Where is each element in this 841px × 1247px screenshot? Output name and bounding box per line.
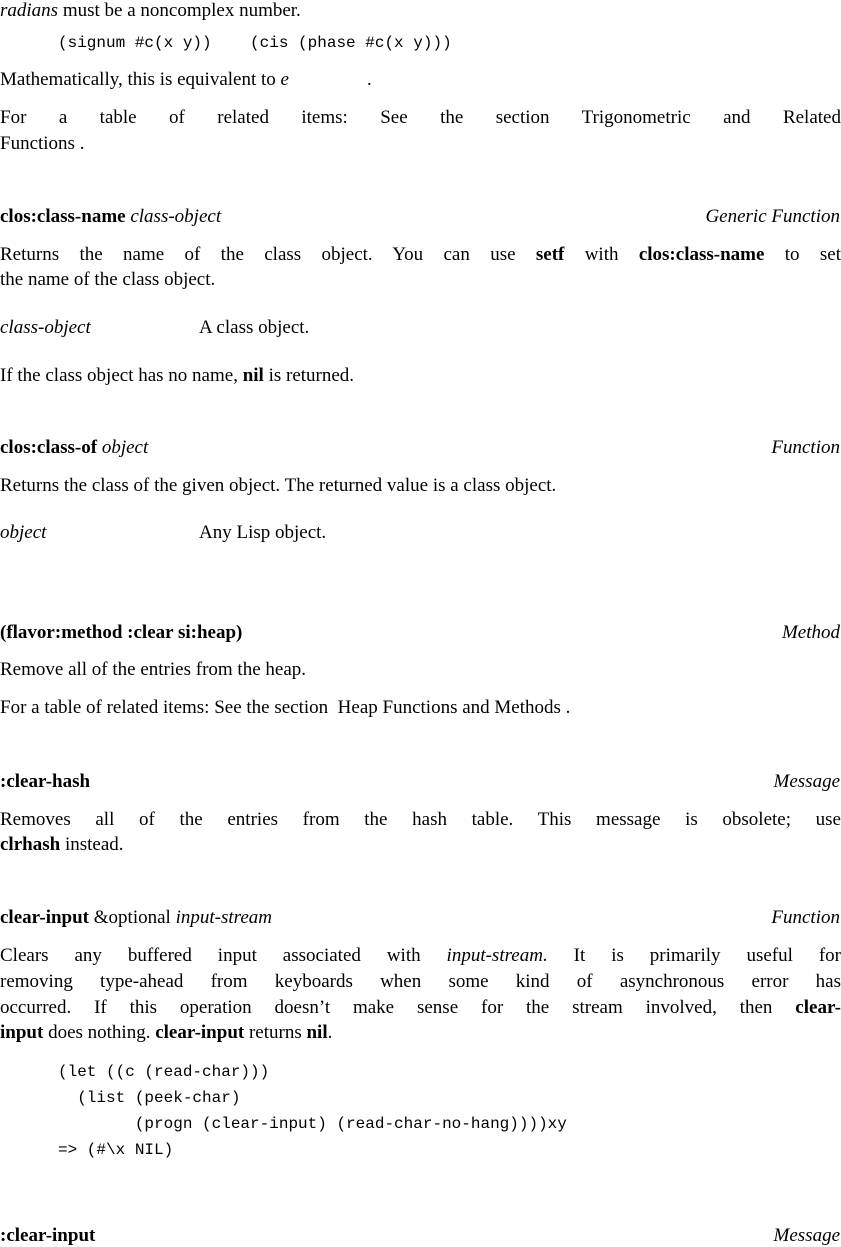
arg-term: input-stream. <box>446 945 548 966</box>
math-text: Mathematically, this is equivalent to <box>0 69 281 90</box>
nil-term: nil <box>242 365 264 386</box>
desc-text: with <box>564 244 639 265</box>
note-text: If the class object has no name, <box>0 365 243 386</box>
entry-name: clear-input <box>0 907 90 928</box>
entry-kind <box>705 207 840 226</box>
clear-hash-desc-line2 <box>0 835 124 854</box>
clear-hash-desc-line1: Removes all of the entries from the hash table. This message is obsolete; use <box>0 809 841 830</box>
entry-kind <box>782 623 840 642</box>
function-term: clear- <box>795 997 841 1018</box>
entry-header-clear-input <box>0 908 272 927</box>
entry-kind-label: Generic Function <box>705 206 840 227</box>
desc-text: returns <box>244 1022 307 1043</box>
class-of-desc: Returns the class of the given object. The returned value is a class object. <box>0 475 557 496</box>
entry-kind-label: Function <box>771 437 840 458</box>
clear-input-desc-line3 <box>0 998 841 1017</box>
desc-text: . <box>327 1022 333 1043</box>
entry-args: class-object <box>130 206 222 227</box>
math-e: e <box>280 69 289 90</box>
entry-kind <box>774 1226 840 1245</box>
entry-kind <box>771 438 840 457</box>
class-name-desc-line2: the name of the class object. <box>0 269 216 290</box>
param-name <box>0 318 91 337</box>
optional-keyword: &optional <box>89 907 176 928</box>
entry-header-clear-hash <box>0 772 90 791</box>
entry-name: :clear-hash <box>0 771 91 792</box>
entry-header-class-name <box>0 207 221 226</box>
entry-kind-label: Message <box>773 1225 840 1246</box>
desc-text: does nothing. <box>43 1022 156 1043</box>
entry-header-class-of <box>0 438 148 457</box>
function-term: clear-input <box>155 1022 245 1043</box>
entry-kind-label: Function <box>771 907 840 928</box>
desc-text: Clears any buffered input associated with <box>0 945 447 966</box>
entry-kind <box>774 772 840 791</box>
param-name-text: class-object <box>0 317 91 338</box>
param-name-text: object <box>0 522 47 543</box>
desc-text: It is primarily useful for <box>547 945 841 966</box>
desc-text: Returns the name of the class object. You can use <box>0 244 536 265</box>
entry-header-heap-clear <box>0 623 242 642</box>
desc-text: instead. <box>60 834 124 855</box>
related-items-heap: For a table of related items: See the section Heap Functions and Methods . <box>0 697 571 718</box>
desc-text: occurred. If this operation doesn’t make sense for the stream involved, then <box>0 997 796 1018</box>
entry-name: clos:class-of <box>0 437 98 458</box>
entry-kind-label: Message <box>773 771 840 792</box>
clear-input-desc-line1 <box>0 946 841 965</box>
code-line: => (#\x NIL) <box>58 1141 174 1159</box>
setf-term: setf <box>535 244 565 265</box>
entry-args: object <box>101 437 149 458</box>
code-line: (progn (clear-input) (read-char-no-hang))))xy <box>58 1115 567 1133</box>
math-equivalence <box>0 70 372 89</box>
related-items-trig: For a table of related items: See the section Trigonometric and Related <box>0 107 841 128</box>
radians-term: radians <box>0 0 59 21</box>
clear-input-desc-line2: removing type-ahead from keyboards when some kind of asynchronous error has <box>0 971 841 992</box>
entry-name: :clear-input <box>0 1225 96 1246</box>
entry-header-clear-input-msg <box>0 1226 95 1245</box>
entry-name: (flavor:method :clear si:heap) <box>0 622 243 643</box>
radians-note-text: must be a noncomplex number. <box>58 0 301 21</box>
function-term: input <box>0 1022 44 1043</box>
entry-name: clos:class-name <box>0 206 126 227</box>
param-name <box>0 523 46 542</box>
math-period: . <box>366 69 372 90</box>
code-line: (let ((c (read-char))) <box>58 1063 270 1081</box>
entry-kind-label: Method <box>781 622 840 643</box>
clrhash-term: clrhash <box>0 834 61 855</box>
class-name-desc-line1 <box>0 245 841 264</box>
param-desc: A class object. <box>199 317 310 338</box>
class-name-note <box>0 366 354 385</box>
function-term: clos:class-name <box>638 244 765 265</box>
code-example-signum: (signum #c(x y)) (cis (phase #c(x y))) <box>58 34 452 52</box>
note-text: is returned. <box>263 365 355 386</box>
nil-term: nil <box>306 1022 328 1043</box>
related-items-trig-cont: Functions . <box>0 133 85 154</box>
desc-text: to set <box>764 244 841 265</box>
heap-clear-desc: Remove all of the entries from the heap. <box>0 659 307 680</box>
code-line: (list (peek-char) <box>58 1089 241 1107</box>
radians-note <box>0 1 301 20</box>
entry-kind <box>771 908 840 927</box>
entry-args: input-stream <box>175 907 272 928</box>
param-desc: Any Lisp object. <box>199 522 327 543</box>
clear-input-desc-line4 <box>0 1023 332 1042</box>
